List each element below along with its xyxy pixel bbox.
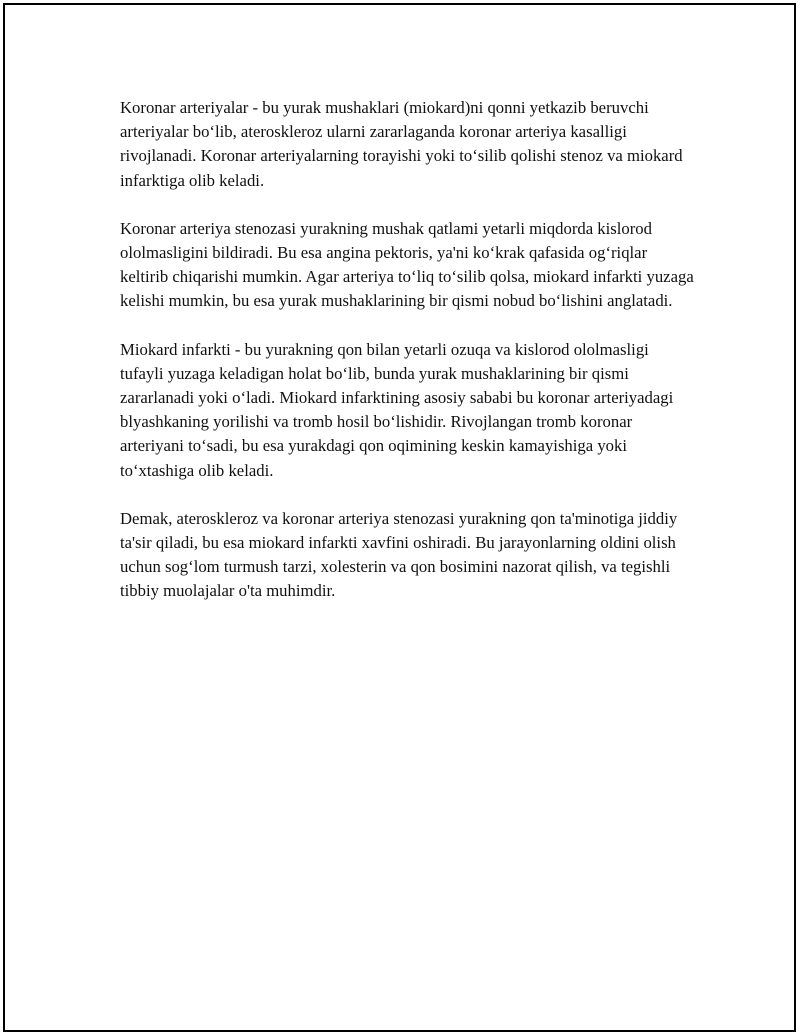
paragraph-3: Miokard infarkti - bu yurakning qon bilan yetarli ozuqa va kislorod ololmasligi tufayli yuzaga keladigan holat bo‘lib, bunda yurak mushaklarining bir qismi zararlanadi yoki o‘ladi. Miokard infarktining asosiy sababi bu koronar arteriyadagi blyashkaning yorilishi va tromb hosil bo‘lishidir. Rivojlangan tromb koronar arteriyani to‘sadi, bu esa yurakdagi qon oqimining keskin kamayishiga yoki to‘xtashiga olib keladi. <box>120 339 674 480</box>
paragraph-4: Demak, ateroskleroz va koronar arteriya stenozasi yurakning qon ta'minotiga jiddiy ta'sir qiladi, bu esa miokard infarkti xavfini oshiradi. Bu jarayonlarning oldini olish uchun sog‘lom turmush tarzi, xolesterin va qon bosimini nazorat qilish, va tegishli tibbiy muolajalar o'ta muhimdir. <box>120 508 678 601</box>
paragraph-1: Koronar arteriyalar - bu yurak mushaklari (miokard)ni qonni yetkazib beruvchi arteriyalar bo‘lib, ateroskleroz ularni zararlaganda koronar arteriya kasalligi rivojlanadi. Koronar arteriyalarning torayishi yoki to‘silib qolishi stenoz va miokard infarktiga olib keladi. <box>120 98 683 190</box>
document-page <box>3 3 796 1032</box>
paragraph-2: Koronar arteriya stenozasi yurakning mushak qatlami yetarli miqdorda kislorod ololmasligini bildiradi. Bu esa angina pektoris, ya'ni ko‘krak qafasida og‘riqlar keltirib chiqarishi mumkin. Agar arteriya to‘liq to‘silib qolsa, miokard infarkti yuzaga kelishi mumkin, bu esa yurak mushaklarining bir qismi nobud bo‘lishini anglatadi. <box>120 218 694 311</box>
document-body <box>120 96 695 628</box>
